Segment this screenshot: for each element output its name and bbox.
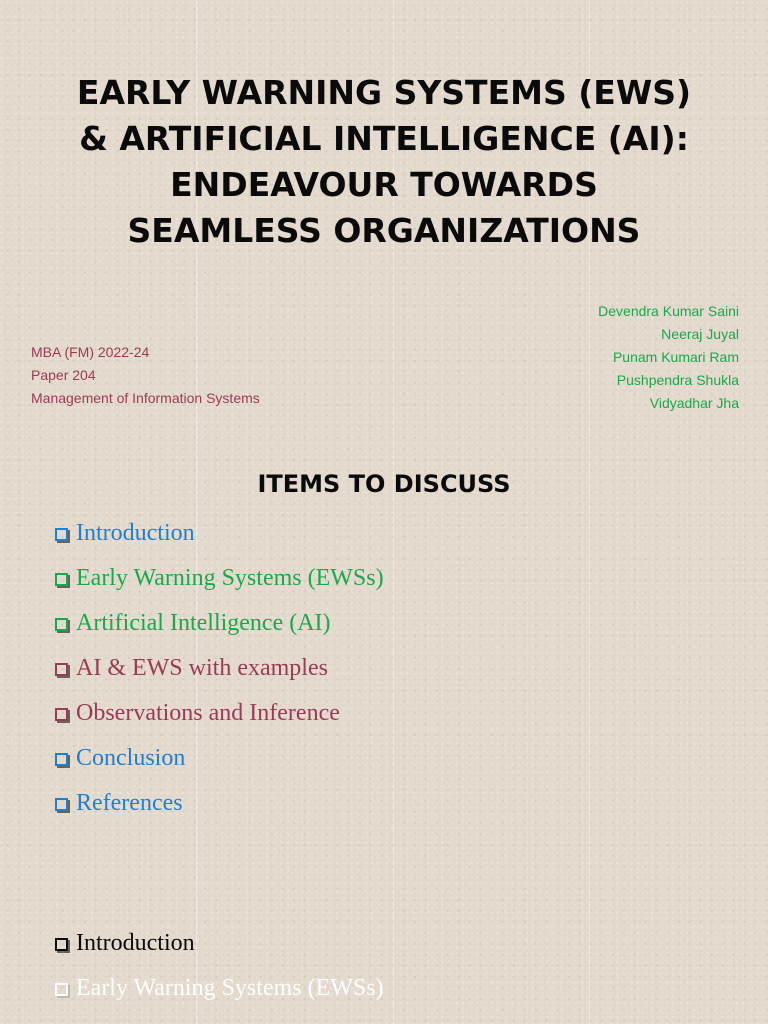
checkbox-bullet-icon — [55, 528, 68, 541]
title-line: EARLY WARNING SYSTEMS (EWS) — [76, 73, 692, 112]
agenda-item-label: Early Warning Systems (EWSs) — [76, 975, 384, 1001]
author-name: Punam Kumari Ram — [612, 349, 739, 365]
title-line: SEAMLESS ORGANIZATIONS — [127, 211, 641, 250]
course-info — [31, 341, 260, 410]
agenda-item-label: References — [76, 790, 183, 816]
document-title — [0, 70, 768, 254]
checkbox-bullet-icon — [55, 938, 68, 951]
checkbox-bullet-icon — [55, 753, 68, 766]
next-page-agenda-list — [55, 921, 384, 1011]
course-program: MBA (FM) 2022-24 — [31, 344, 150, 360]
checkbox-bullet-icon — [55, 663, 68, 676]
author-name: Pushpendra Shukla — [616, 372, 739, 388]
title-line: ENDEAVOUR TOWARDS — [170, 165, 598, 204]
checkbox-bullet-icon — [55, 798, 68, 811]
author-name: Vidyadhar Jha — [649, 395, 739, 411]
agenda-item — [55, 781, 384, 826]
checkbox-bullet-icon — [55, 618, 68, 631]
agenda-item-label: AI & EWS with examples — [76, 655, 328, 681]
checkbox-bullet-icon — [55, 573, 68, 586]
author-name: Neeraj Juyal — [661, 326, 739, 342]
agenda-item-label: Observations and Inference — [76, 700, 340, 726]
author-name: Devendra Kumar Saini — [598, 303, 739, 319]
agenda-list — [55, 511, 384, 826]
agenda-item — [55, 601, 384, 646]
author-list — [598, 300, 739, 415]
agenda-item-label: Artificial Intelligence (AI) — [76, 610, 331, 636]
agenda-item — [55, 511, 384, 556]
agenda-item-label: Early Warning Systems (EWSs) — [76, 565, 384, 591]
agenda-item — [55, 691, 384, 736]
section-heading: ITEMS TO DISCUSS — [257, 470, 511, 498]
agenda-item-label: Introduction — [76, 520, 195, 546]
course-paper: Paper 204 — [31, 367, 96, 383]
agenda-item — [55, 556, 384, 601]
checkbox-bullet-icon — [55, 983, 68, 996]
agenda-item — [55, 736, 384, 781]
agenda-item — [55, 966, 384, 1011]
agenda-item — [55, 646, 384, 691]
agenda-item — [55, 921, 384, 966]
course-subject: Management of Information Systems — [31, 390, 260, 406]
agenda-item-label: Conclusion — [76, 745, 186, 771]
checkbox-bullet-icon — [55, 708, 68, 721]
title-line: & ARTIFICIAL INTELLIGENCE (AI): — [79, 119, 689, 158]
agenda-item-label: Introduction — [76, 930, 195, 956]
